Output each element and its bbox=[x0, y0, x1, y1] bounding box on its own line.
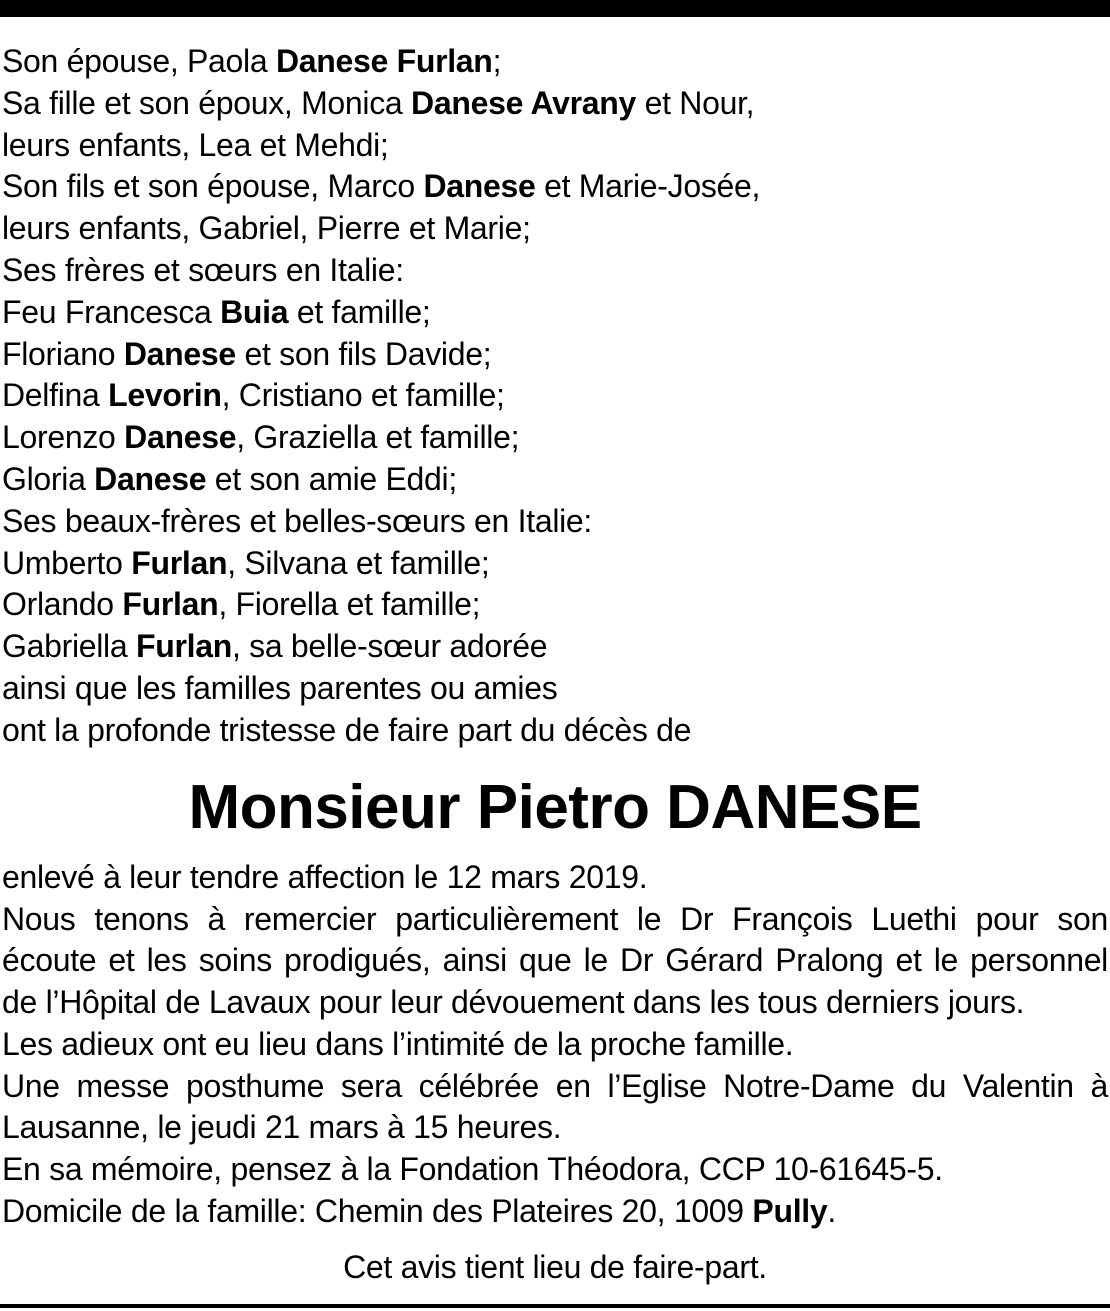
memory-line: En sa mémoire, pensez à la Fondation Théodora, CCP 10-61645-5. bbox=[2, 1150, 943, 1187]
family-line: Son fils et son épouse, Marco Danese et Marie-Josée, bbox=[2, 168, 761, 205]
domicile-line: Domicile de la famille: Chemin des Plateires 20, 1009 Pully. bbox=[2, 1192, 836, 1229]
family-line: Orlando Furlan, Fiorella et famille; bbox=[2, 586, 481, 623]
top-rule bbox=[0, 0, 1110, 17]
surname: Furlan bbox=[135, 628, 232, 665]
family-line: ont la profonde tristesse de faire part du décès de bbox=[2, 711, 692, 748]
thanks-line: écoute et les soins prodigués, ainsi que le Dr Gérard Pralong et le personnel bbox=[2, 942, 1108, 979]
thanks-line: Nous tenons à remercier particulièrement le Dr François Luethi pour son bbox=[2, 900, 1108, 937]
family-line: Ses beaux-frères et belles-sœurs en Italie: bbox=[2, 502, 593, 539]
surname: Danese bbox=[423, 168, 536, 205]
family-line: Ses frères et sœurs en Italie: bbox=[2, 251, 404, 288]
death-line: enlevé à leur tendre affection le 12 mars 2019. bbox=[2, 859, 648, 895]
family-list bbox=[2, 41, 1102, 752]
family-line: Lorenzo Danese, Graziella et famille; bbox=[2, 419, 520, 456]
surname: Levorin bbox=[108, 377, 222, 414]
family-line: leurs enfants, Lea et Mehdi; bbox=[2, 126, 389, 163]
surname: Furlan bbox=[122, 586, 219, 623]
domicile-town: Pully bbox=[752, 1192, 828, 1229]
family-line: leurs enfants, Gabriel, Pierre et Marie; bbox=[2, 210, 531, 247]
family-line: ainsi que les familles parentes ou amies bbox=[2, 669, 558, 706]
family-line: Floriano Danese et son fils Davide; bbox=[2, 335, 492, 372]
family-line: Son épouse, Paola Danese Furlan; bbox=[2, 43, 502, 79]
surname: Danese Avrany bbox=[411, 84, 636, 121]
family-line: Gloria Danese et son amie Eddi; bbox=[2, 460, 457, 497]
farewell-line: Les adieux ont eu lieu dans l’intimité de la proche famille. bbox=[2, 1025, 794, 1062]
footer-note: Cet avis tient lieu de faire-part. bbox=[343, 1249, 767, 1285]
thanks-line: de l’Hôpital de Lavaux pour leur dévouement dans les tous derniers jours. bbox=[2, 984, 1025, 1021]
surname: Danese Furlan bbox=[275, 43, 493, 79]
family-line: Feu Francesca Buia et famille; bbox=[2, 293, 431, 330]
surname: Danese bbox=[124, 419, 237, 456]
surname: Danese bbox=[123, 335, 236, 372]
notice-body bbox=[2, 857, 1108, 1232]
family-line: Delfina Levorin, Cristiano et famille; bbox=[2, 377, 505, 414]
family-line: Umberto Furlan, Silvana et famille; bbox=[2, 544, 490, 581]
bottom-rule bbox=[0, 1304, 1110, 1308]
family-line: Gabriella Furlan, sa belle-sœur adorée bbox=[2, 628, 548, 665]
mass-line: Une messe posthume sera célébrée en l’Eglise Notre-Dame du Valentin à bbox=[2, 1067, 1108, 1104]
deceased-name: Monsieur Pietro DANESE bbox=[188, 773, 922, 842]
surname: Buia bbox=[220, 293, 289, 330]
surname: Danese bbox=[94, 460, 207, 497]
family-line: Sa fille et son époux, Monica Danese Avrany et Nour, bbox=[2, 84, 755, 121]
surname: Furlan bbox=[131, 544, 228, 581]
mass-line: Lausanne, le jeudi 21 mars à 15 heures. bbox=[2, 1109, 562, 1146]
